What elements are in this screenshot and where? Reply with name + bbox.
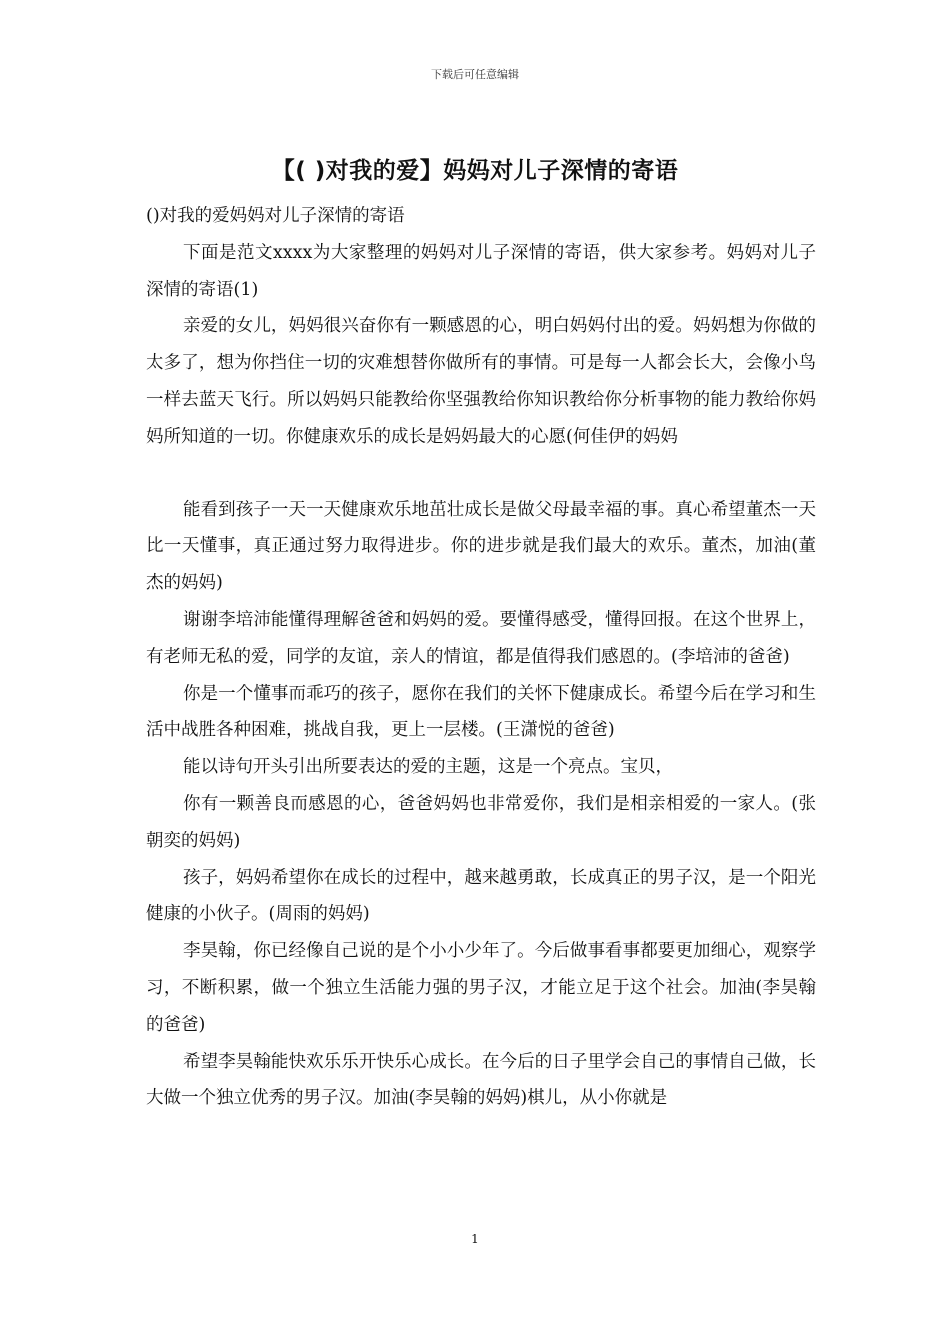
paragraph: 李昊翰，你已经像自己说的是个小小少年了。今后做事看事都要更加细心，观察学习，不断积累，做一个独立生活能力强的男子汉，才能立足于这个社会。加油(李昊翰的爸爸) (146, 941, 816, 1035)
paragraph: 能以诗句开头引出所要表达的爱的主题，这是一个亮点。宝贝， (183, 757, 673, 778)
page-number: 1 (471, 1232, 479, 1246)
paragraph-spacer (146, 456, 816, 492)
paragraph: 谢谢李培沛能懂得理解爸爸和妈妈的爱。要懂得感受，懂得回报。在这个世界上，有老师无私的爱，同学的友谊，亲人的情谊，都是值得我们感恩的。(李培沛的爸爸) (146, 609, 816, 667)
document-body (146, 198, 816, 1117)
paragraph: 孩子，妈妈希望你在成长的过程中，越来越勇敢，长成真正的男子汉，是一个阳光健康的小伙子。(周雨的妈妈) (146, 867, 816, 925)
paragraph-intro: 下面是范文xxxx为大家整理的妈妈对儿子深情的寄语，供大家参考。妈妈对儿子深情的寄语(1) (146, 242, 816, 300)
paragraph: 你是一个懂事而乖巧的孩子，愿你在我们的关怀下健康成长。希望今后在学习和生活中战胜各种困难，挑战自我，更上一层楼。(王潇悦的爸爸) (146, 683, 816, 741)
paragraph: 你有一颗善良而感恩的心，爸爸妈妈也非常爱你，我们是相亲相爱的一家人。(张朝奕的妈妈) (146, 793, 816, 851)
page-header: 下载后可任意编辑 (431, 68, 519, 81)
paragraph-subtitle: ()对我的爱妈妈对儿子深情的寄语 (146, 206, 405, 226)
paragraph: 希望李昊翰能快欢乐乐开快乐心成长。在今后的日子里学会自己的事情自己做，长大做一个独立优秀的男子汉。加油(李昊翰的妈妈)棋儿，从小你就是 (146, 1051, 816, 1109)
paragraph: 能看到孩子一天一天健康欢乐地茁壮成长是做父母最幸福的事。真心希望董杰一天比一天懂事，真正通过努力取得进步。你的进步就是我们最大的欢乐。董杰，加油(董杰的妈妈) (146, 499, 816, 594)
document-title: 【( )对我的爱】妈妈对儿子深情的寄语 (271, 158, 679, 184)
paragraph: 亲爱的女儿，妈妈很兴奋你有一颗感恩的心，明白妈妈付出的爱。妈妈想为你做的太多了，想为你挡住一切的灾难想替你做所有的事情。可是每一人都会长大，会像小鸟一样去蓝天飞行。所以妈妈只能教给你坚强教给你知识教给你分析事物的能力教给你妈妈所知道的一切。你健康欢乐的成长是妈妈最大的心愿(何佳伊的妈妈 (146, 316, 816, 447)
